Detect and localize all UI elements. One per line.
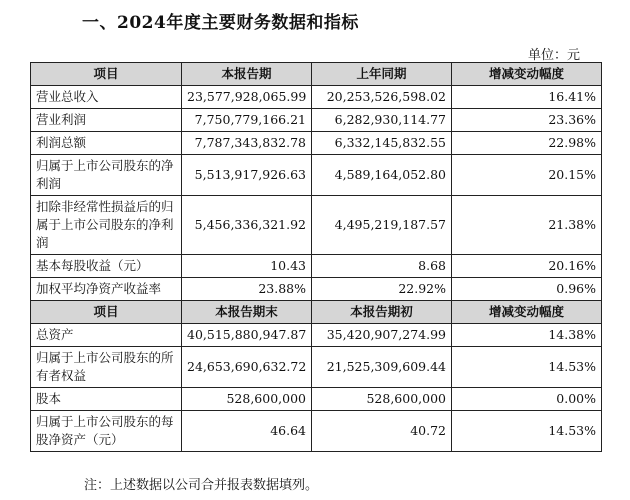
prior-value: 35,420,907,274.99	[312, 324, 452, 347]
table-row	[31, 155, 602, 196]
table-row	[31, 255, 602, 278]
change-value: 14.53%	[452, 347, 602, 388]
change-value: 14.53%	[452, 411, 602, 452]
row-label: 扣除非经常性损益后的归属于上市公司股东的净利润	[31, 196, 182, 255]
unit-label: 单位：元	[527, 48, 580, 63]
table-row	[31, 109, 602, 132]
current-value: 7,750,779,166.21	[182, 109, 312, 132]
prior-value: 40.72	[312, 411, 452, 452]
row-label: 归属于上市公司股东的净利润	[31, 155, 182, 196]
header-cell-current-period: 本报告期	[182, 63, 312, 86]
change-value: 23.36%	[452, 109, 602, 132]
current-value: 23,577,928,065.99	[182, 86, 312, 109]
prior-value: 6,282,930,114.77	[312, 109, 452, 132]
table-row	[31, 324, 602, 347]
current-value: 10.43	[182, 255, 312, 278]
row-label: 总资产	[31, 324, 182, 347]
row-label: 利润总额	[31, 132, 182, 155]
page-title: 一、2024年度主要财务数据和指标	[82, 13, 359, 33]
header-cell-change: 增减变动幅度	[452, 63, 602, 86]
table-row	[31, 347, 602, 388]
prior-value: 22.92%	[312, 278, 452, 301]
change-value: 16.41%	[452, 86, 602, 109]
change-value: 20.16%	[452, 255, 602, 278]
current-value: 40,515,880,947.87	[182, 324, 312, 347]
prior-value: 8.68	[312, 255, 452, 278]
prior-value: 20,253,526,598.02	[312, 86, 452, 109]
table-row	[31, 388, 602, 411]
current-value: 5,456,336,321.92	[182, 196, 312, 255]
change-value: 21.38%	[452, 196, 602, 255]
change-value: 20.15%	[452, 155, 602, 196]
row-label: 加权平均净资产收益率	[31, 278, 182, 301]
header-cell-prior-period: 上年同期	[312, 63, 452, 86]
change-value: 14.38%	[452, 324, 602, 347]
row-label: 营业总收入	[31, 86, 182, 109]
financial-table	[30, 62, 602, 452]
row-label: 归属于上市公司股东的每股净资产（元）	[31, 411, 182, 452]
header-cell-period-start: 本报告期初	[312, 301, 452, 324]
table-row	[31, 278, 602, 301]
table-row	[31, 132, 602, 155]
current-value: 23.88%	[182, 278, 312, 301]
table-row	[31, 196, 602, 255]
row-label: 营业利润	[31, 109, 182, 132]
current-value: 7,787,343,832.78	[182, 132, 312, 155]
change-value: 0.00%	[452, 388, 602, 411]
header-cell-item: 项目	[31, 301, 182, 324]
current-value: 528,600,000	[182, 388, 312, 411]
current-value: 46.64	[182, 411, 312, 452]
header-cell-change: 增减变动幅度	[452, 301, 602, 324]
prior-value: 4,495,219,187.57	[312, 196, 452, 255]
change-value: 0.96%	[452, 278, 602, 301]
change-value: 22.98%	[452, 132, 602, 155]
prior-value: 21,525,309,609.44	[312, 347, 452, 388]
prior-value: 6,332,145,832.55	[312, 132, 452, 155]
row-label: 归属于上市公司股东的所有者权益	[31, 347, 182, 388]
header-cell-item: 项目	[31, 63, 182, 86]
header-cell-period-end: 本报告期末	[182, 301, 312, 324]
table-header-row-balance	[31, 301, 602, 324]
current-value: 24,653,690,632.72	[182, 347, 312, 388]
current-value: 5,513,917,926.63	[182, 155, 312, 196]
row-label: 基本每股收益（元）	[31, 255, 182, 278]
table-row	[31, 86, 602, 109]
prior-value: 528,600,000	[312, 388, 452, 411]
table-row	[31, 411, 602, 452]
footnote: 注：上述数据以公司合并报表数据填列。	[84, 478, 319, 493]
table-header-row	[31, 63, 602, 86]
row-label: 股本	[31, 388, 182, 411]
prior-value: 4,589,164,052.80	[312, 155, 452, 196]
